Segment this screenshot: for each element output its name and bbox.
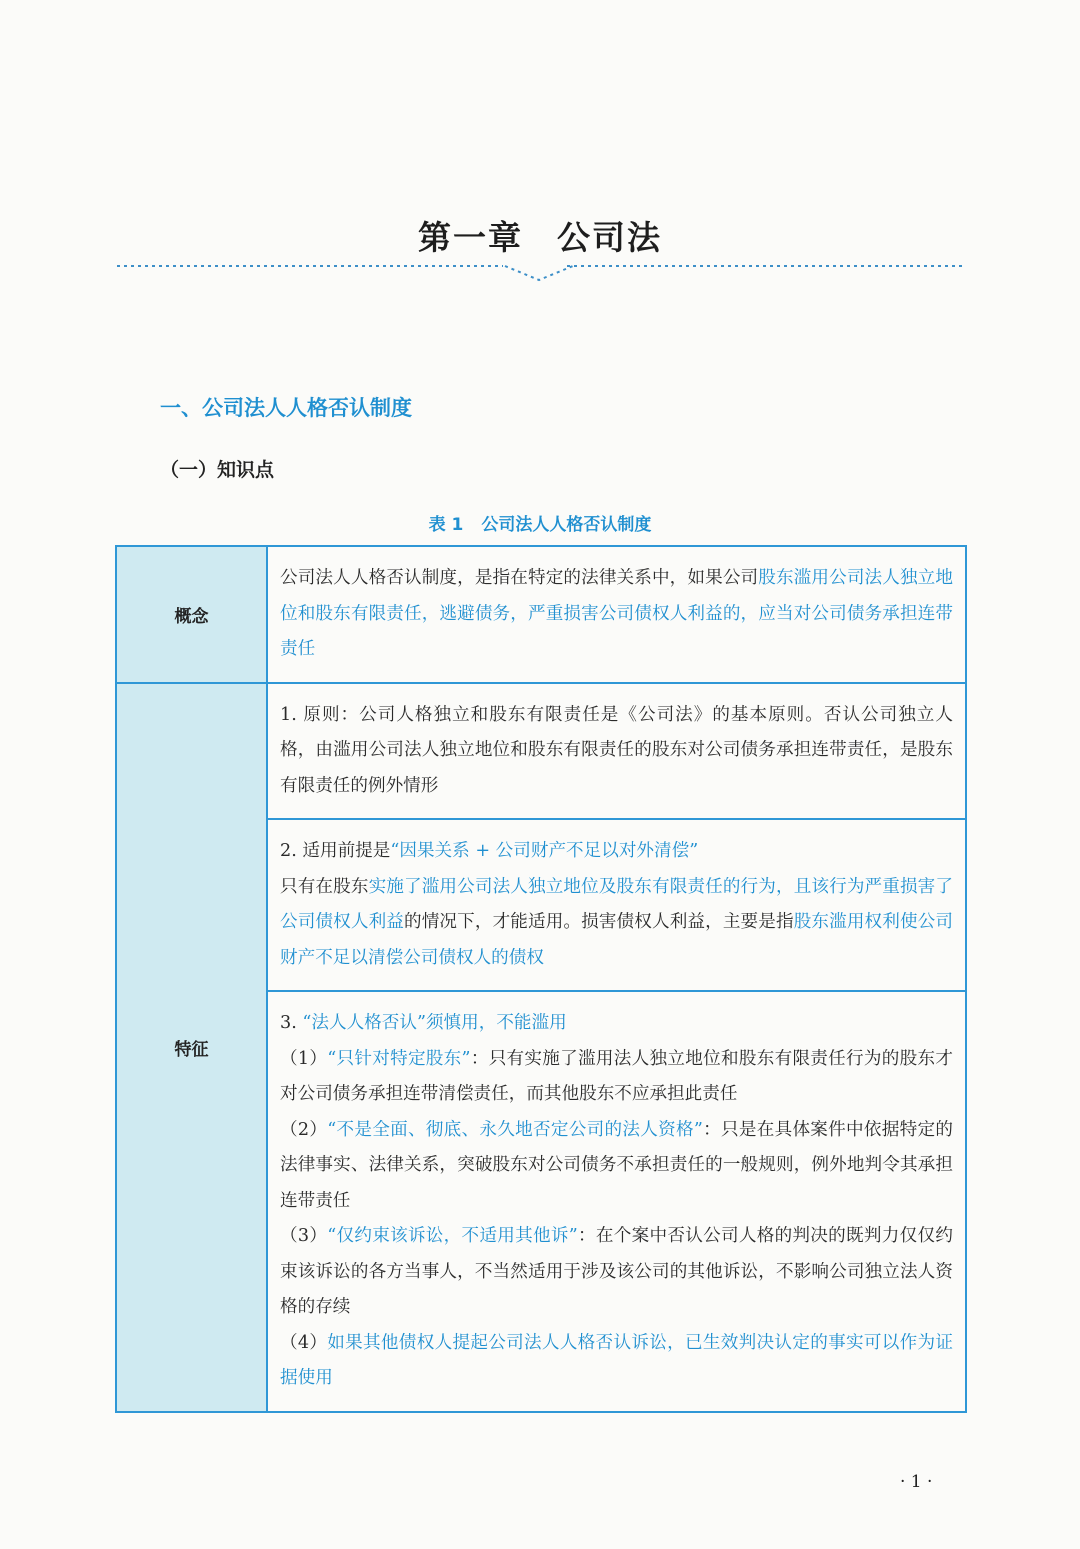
caution-point-1	[280, 1042, 953, 1113]
caution-point-2-num: （2）	[280, 1119, 328, 1140]
table-caption-title: 公司法人人格否认制度	[481, 515, 652, 535]
precondition-body-b: 实施了滥用公司法人独立地位及股东有限责任的行为，且该行为严重损害了公司债权人利益	[280, 876, 953, 932]
precondition-lead: 2. 适用前提是	[280, 841, 391, 861]
caution-point-3-text: ：在个案中否认公司人格的判决的既判力仅仅约束该诉讼的各方当事人，不当然适用于涉及该公司的其他诉讼，不影响公司独立法人资格的存续	[280, 1226, 953, 1317]
table-caption	[0, 510, 1080, 535]
chapter-number: 第一章	[418, 218, 523, 257]
concept-content	[267, 546, 966, 683]
caution-point-1-num: （1）	[280, 1048, 328, 1069]
concept-highlight: 股东滥用公司法人独立地位和股东有限责任，逃避债务，严重损害公司债权人利益的，应当对公司债务承担连带责任	[280, 568, 953, 659]
table-caption-label: 表 1	[428, 515, 464, 535]
table-row-feature-1	[116, 683, 966, 820]
caution-point-2-highlight: “不是全面、彻底、永久地否定公司的法人资格”	[327, 1119, 703, 1140]
features-label: 特征	[116, 683, 267, 1412]
caution-point-2	[280, 1113, 953, 1220]
sub-heading: （一）知识点	[160, 459, 275, 481]
feature-caution	[267, 991, 966, 1412]
chapter-name: 公司法	[557, 218, 662, 257]
precondition-highlight: “因果关系 + 公司财产不足以对外清偿”	[390, 841, 699, 861]
caution-highlight: “法人人格否认”须慎用，不能滥用	[302, 1013, 567, 1033]
caution-point-4	[280, 1326, 953, 1397]
section-heading: 一、公司法人人格否认制度	[160, 396, 412, 420]
precondition-body-a: 只有在股东	[280, 876, 369, 897]
caution-head	[280, 1006, 953, 1042]
precondition-body-c: 的情况下，才能适用。损害债权人利益，主要是指	[404, 912, 794, 932]
caution-point-2-text: ：只是在具体案件中依据特定的法律事实、法律关系，突破股东对公司债务不承担责任的一般规则，例外地判令其承担连带责任	[280, 1119, 953, 1211]
chapter-title	[0, 212, 1080, 259]
caution-number: 3.	[280, 1013, 303, 1033]
page-number: · 1 ·	[900, 1472, 933, 1492]
feature-precondition-head	[280, 834, 953, 870]
caution-point-4-num: （4）	[280, 1332, 328, 1353]
feature-precondition-body	[280, 870, 953, 977]
feature-precondition	[267, 819, 966, 991]
caution-point-3-highlight: “仅约束该诉讼，不适用其他诉”	[327, 1226, 578, 1246]
feature-principle	[267, 683, 966, 820]
table-row-concept	[116, 546, 966, 683]
chapter-divider	[115, 258, 967, 286]
caution-point-3-num: （3）	[280, 1226, 328, 1246]
concept-text: 公司法人人格否认制度，是指在特定的法律关系中，如果公司	[280, 568, 759, 588]
caution-point-1-text: ：只有实施了滥用法人独立地位和股东有限责任行为的股东才对公司债务承担连带清偿责任，而其他股东不应承担此责任	[280, 1048, 953, 1104]
caution-point-4-highlight: 如果其他债权人提起公司法人人格否认诉讼，已生效判决认定的事实可以作为证据使用	[280, 1332, 953, 1388]
feature-principle-text: 1. 原则：公司人格独立和股东有限责任是《公司法》的基本原则。否认公司独立人格，由滥用公司法人独立地位和股东有限责任的股东对公司债务承担连带责任，是股东有限责任的例外情形	[280, 704, 953, 796]
caution-point-3	[280, 1219, 953, 1326]
knowledge-table	[115, 545, 967, 1413]
caution-point-1-highlight: “只针对特定股东”	[327, 1048, 471, 1069]
concept-label: 概念	[116, 546, 267, 683]
precondition-body-d: 股东滥用权利使公司财产不足以清偿公司债权人的债权	[280, 912, 953, 968]
